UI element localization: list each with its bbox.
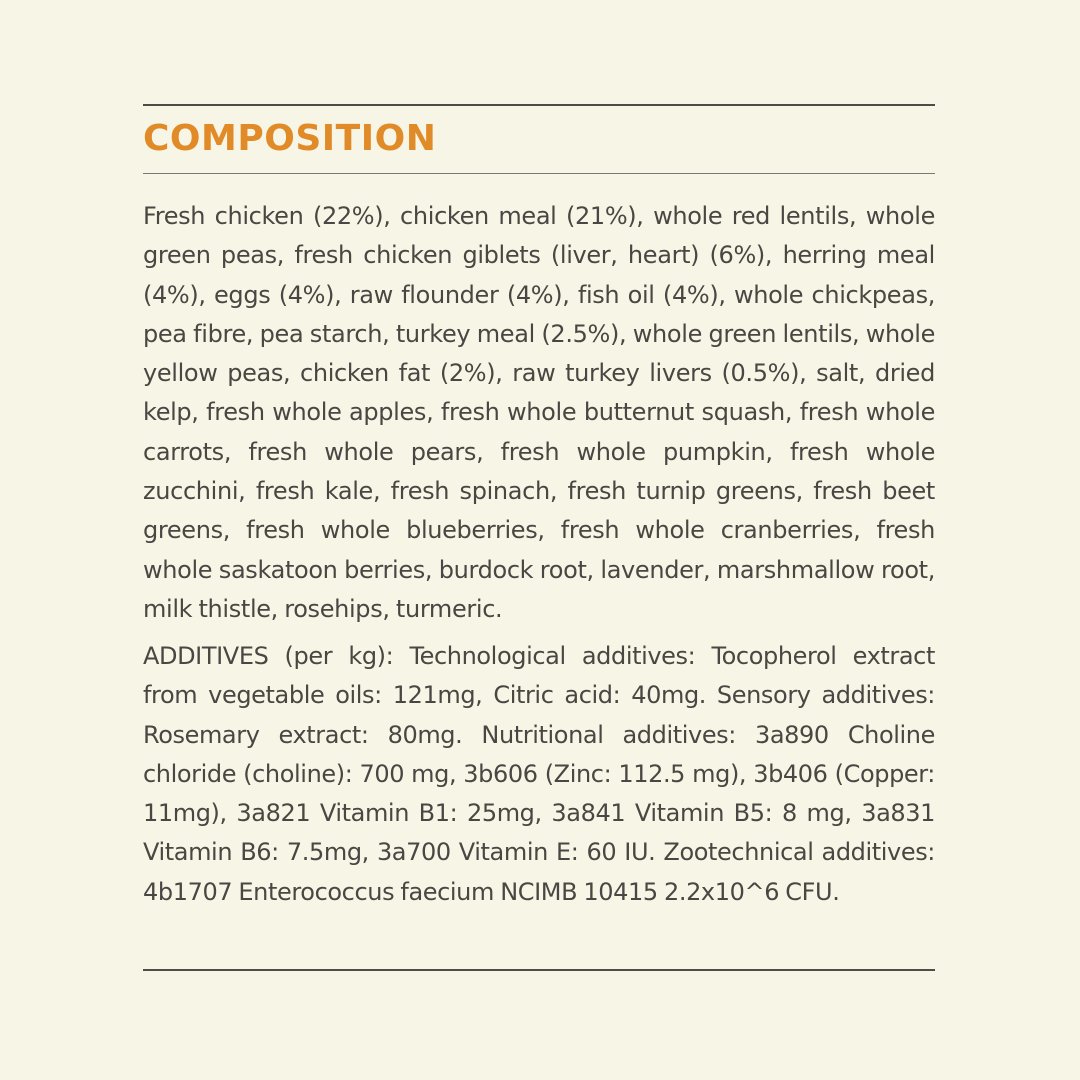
title-divider [143, 173, 935, 174]
additives-text: ADDITIVES (per kg): Technological additives: Tocopherol extract from vegetable oils: 121mg, Citric acid: 40mg. Sensory additives: Rosemary extract: 80mg. Nutritional additives: 3a890 Choline chloride (choline): 700 mg, 3b606 (Zinc: 112.5 mg), 3b406 (Copper: 11mg), 3a821 Vitamin B1: 25mg, 3a841 Vitamin B5: 8 mg, 3a831 Vitamin B6: 7.5mg, 3a700 Vitamin E: 60 IU. Zootechnical additives: 4b1707 Enterococcus faecium NCIMB 10415 2.2x10^6 CFU. [143, 642, 935, 906]
bottom-divider [143, 969, 935, 971]
top-divider [143, 104, 935, 106]
composition-title: COMPOSITION [143, 118, 437, 159]
composition-panel [143, 0, 935, 1080]
ingredients-text: Fresh chicken (22%), chicken meal (21%), whole red lentils, whole green peas, fresh chicken giblets (liver, heart) (6%), herring meal (4%), eggs (4%), raw flounder (4%), fish oil (4%), whole chickpeas, pea fibre, pea starch, turkey meal (2.5%), whole green lentils, whole yellow peas, chicken fat (2%), raw turkey livers (0.5%), salt, dried kelp, fresh whole apples, fresh whole butternut squash, fresh whole carrots, fresh whole pears, fresh whole pumpkin, fresh whole zucchini, fresh kale, fresh spinach, fresh turnip greens, fresh beet greens, fresh whole blueberries, fresh whole cranberries, fresh whole saskatoon berries, burdock root, lavender, marshmallow root, milk thistle, rosehips, turmeric. [143, 202, 935, 623]
